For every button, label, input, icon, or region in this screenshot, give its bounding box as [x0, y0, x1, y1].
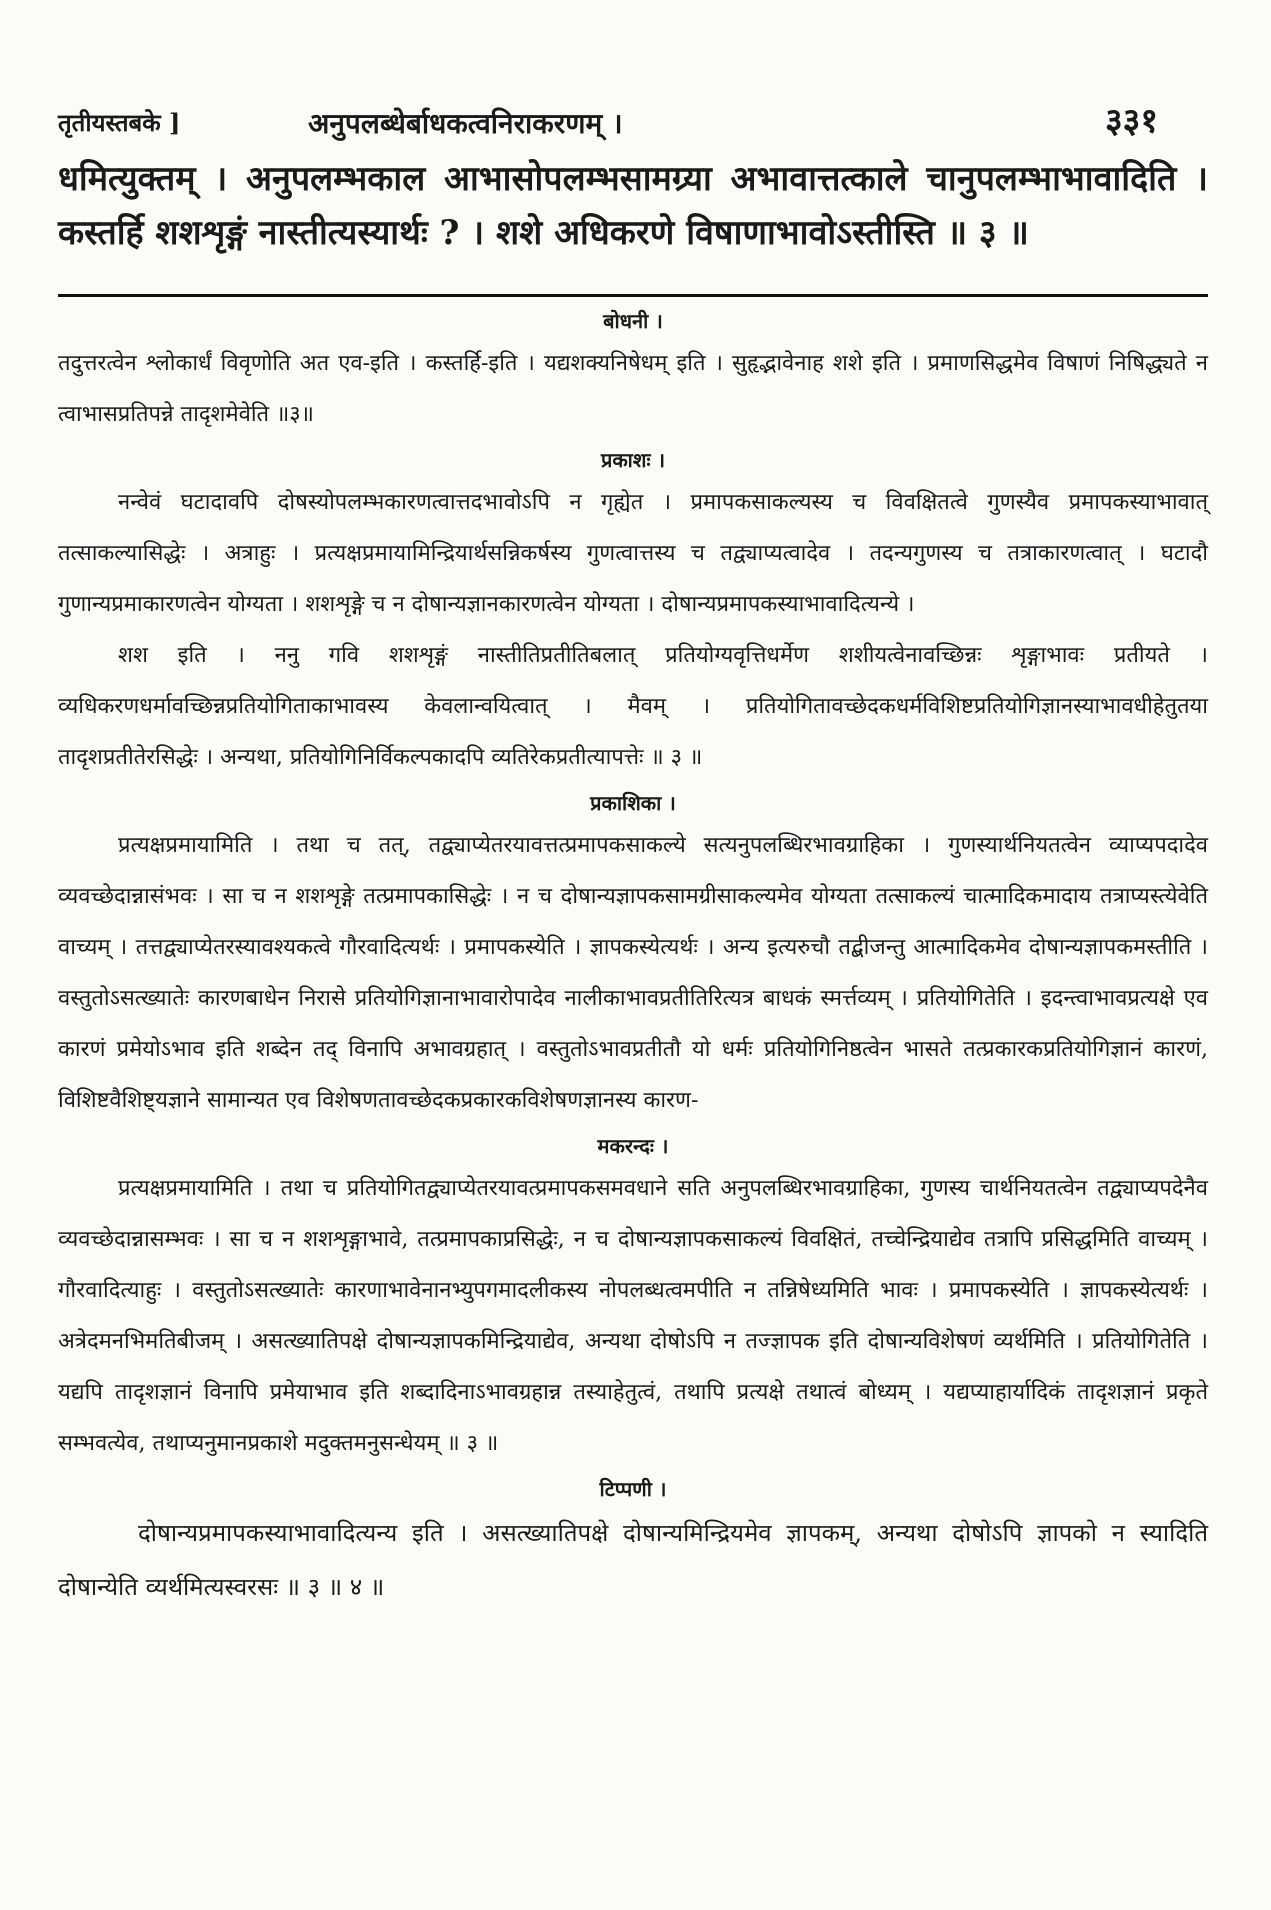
- page: [58, 78, 1208, 1614]
- section-title-tippani: टिप्पणी ।: [599, 1477, 667, 1501]
- section-title-prakashika: प्रकाशिका ।: [590, 791, 676, 815]
- page-title: अनुपलब्धेर्बाधकत्वनिराकरणम् ।: [308, 107, 623, 140]
- running-header: [58, 78, 1208, 141]
- section-title-bodhani: बोधनी ।: [603, 309, 663, 333]
- bodhani-paragraph: तदुत्तरत्वेन श्लोकार्धं विवृणोति अत एव-इति । कस्तर्हि-इति । यद्यशक्यनिषेधम् इति । सुहृद्भावेनाह शशे इति । प्रमाणसिद्धमेव विषाणं निषिद्ध्यते न त्वाभासप्रतिपन्ने तादृशमेवेति ॥३॥: [58, 351, 1208, 427]
- divider-rule: [58, 294, 1208, 297]
- prakashika-paragraph: प्रत्यक्षप्रमायामिति । तथा च तत्, तद्व्याप्येतरयावत्तत्प्रमापकसाकल्ये सत्यनुपलब्धिरभावग्राहिका । गुणस्यार्थनियतत्वेन व्याप्यपदादेव व्यवच्छेदान्नासंभवः । सा च न शशशृङ्गे तत्प्रमापकासिद्धेः । न च दोषान्यज्ञापकसामग्रीसाकल्यमेव योग्यता तत्साकल्यं चात्मादिकमादाय तत्राप्यस्त्येवेति वाच्यम् । तत्तद्व्याप्येतरस्यावश्यकत्वे गौरवादित्यर्थः । प्रमापकस्येति । ज्ञापकस्येत्यर्थः । अन्य इत्यरुचौ तद्बीजन्तु आत्मादिकमेव दोषान्यज्ञापकमस्तीति । वस्तुतोऽसत्ख्यातेः कारणबाधेन निरासे प्रतियोगिज्ञानाभावारोपादेव नालीकाभावप्रतीतिरित्यत्र बाधकं स्मर्त्तव्यम् । प्रतियोगितेति । इदन्त्वाभावप्रत्यक्षे एव कारणं प्रमेयोऽभाव इति शब्देन तद् विनापि अभावग्रहात् । वस्तुतोऽभावप्रतीतौ यो धर्मः प्रतियोगिनिष्ठत्वेन भासते तत्प्रकारकप्रतियोगिज्ञानं कारणं, विशिष्टवैशिष्ट्यज्ञाने सामान्यत एव विशेषणतावच्छेदकप्रकारकविशेषणज्ञानस्य कारण-: [58, 833, 1208, 1113]
- page-number: ३३१: [1104, 101, 1158, 141]
- section-title-prakasha: प्रकाशः ।: [600, 448, 666, 472]
- prakasha-paragraph-1: नन्वेवं घटादावपि दोषस्योपलम्भकारणत्वात्तदभावोऽपि न गृह्येत । प्रमापकसाकल्यस्य च विवक्षितत्वे गुणस्यैव प्रमापकस्याभावात् तत्साकल्यासिद्धेः । अत्राहुः । प्रत्यक्षप्रमायामिन्द्रियार्थसन्निकर्षस्य गुणत्वात्तस्य च तद्व्याप्यत्वादेव । तदन्यगुणस्य च तत्राकारणत्वात् । घटादौ गुणान्यप्रमाकारणत्वेन योग्यता । शशशृङ्गे च न दोषान्यज्ञानकारणत्वेन योग्यता । दोषान्यप्रमापकस्याभावादित्यन्ये ।: [58, 490, 1208, 617]
- section-title-makaranda: मकरन्दः ।: [597, 1134, 669, 1158]
- chapter-label: तृतीयस्तबके ]: [58, 108, 181, 137]
- prakasha-paragraph-2: शश इति । ननु गवि शशशृङ्गं नास्तीतिप्रतीतिबलात् प्रतियोग्यवृत्तिधर्मेण शशीयत्वेनावच्छिन्नः शृङ्गाभावः प्रतीयते । व्यधिकरणधर्मावच्छिन्नप्रतियोगिताकाभावस्य केवलान्वयित्वात् । मैवम् । प्रतियोगितावच्छेदकधर्मविशिष्टप्रतियोगिज्ञानस्याभावधीहेतुतया तादृशप्रतीतेरसिद्धेः । अन्यथा, प्रतियोगिनिर्विकल्पकादपि व्यतिरेकप्रतीत्यापत्तेः ॥ ३ ॥: [58, 643, 1208, 770]
- mula-text: धमित्युक्तम् । अनुपलम्भकाल आभासोपलम्भसामग्र्या अभावात्तत्काले चानुपलम्भाभावादिति । कस्तर्हि शशशृङ्गं नास्तीत्यस्यार्थः ? । शशे अधिकरणे विषाणाभावोऽस्तीस्ति ॥ ३ ॥: [58, 159, 1208, 253]
- makaranda-paragraph: प्रत्यक्षप्रमायामिति । तथा च प्रतियोगितद्व्याप्येतरयावत्प्रमापकसमवधाने सति अनुपलब्धिरभावग्राहिका, गुणस्य चार्थनियतत्वेन तद्व्याप्यपदेनैव व्यवच्छेदान्नासम्भवः । सा च न शशशृङ्गाभावे, तत्प्रमापकाप्रसिद्धेः, न च दोषान्यज्ञापकसाकल्यं विवक्षितं, तच्चेन्द्रियाद्येव तत्रापि प्रसिद्धमिति वाच्यम् । गौरवादित्याहुः । वस्तुतोऽसत्ख्यातेः कारणाभावेनानभ्युपगमादलीकस्य नोपलब्धत्वमपीति न तन्निषेध्यमिति भावः । प्रमापकस्येति । ज्ञापकस्येत्यर्थः । अत्रेदमनभिमतिबीजम् । असत्ख्यातिपक्षे दोषान्यज्ञापकमिन्द्रियाद्येव, अन्यथा दोषोऽपि न तज्ज्ञापक इति दोषान्यविशेषणं व्यर्थमिति । प्रतियोगितेति । यद्यपि तादृशज्ञानं विनापि प्रमेयाभाव इति शब्दादिनाऽभावग्रहान्न तस्याहेतुत्वं, तथापि प्रत्यक्षे तथात्वं बोध्यम् । यद्यप्याहार्यादिकं तादृशज्ञानं प्रकृते सम्भवत्येव, तथाप्यनुमानप्रकाशे मदुक्तमनुसन्धेयम् ॥ ३ ॥: [58, 1176, 1208, 1456]
- tippani-paragraph: दोषान्यप्रमापकस्याभावादित्यन्य इति । असत्ख्यातिपक्षे दोषान्यमिन्द्रियमेव ज्ञापकम्, अन्यथा दोषोऽपि ज्ञापको न स्यादिति दोषान्येति व्यर्थमित्यस्वरसः ॥ ३ ॥ ४ ॥: [58, 1519, 1208, 1601]
